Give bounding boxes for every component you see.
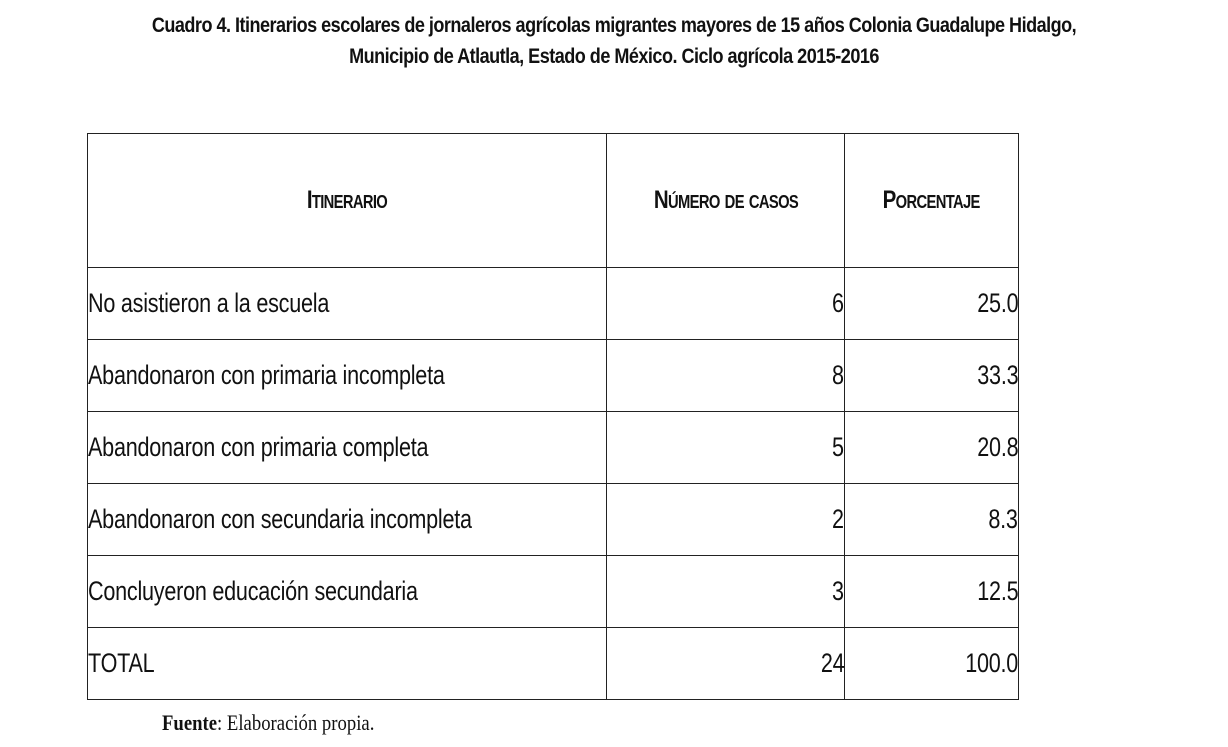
- header-porcentaje-text: Porcentaje: [883, 186, 981, 214]
- row-label: No asistieron a la escuela: [88, 288, 330, 318]
- row-porcentaje-cell: [845, 340, 1019, 412]
- row-casos: 2: [832, 504, 845, 534]
- row-casos: 3: [832, 576, 845, 606]
- row-label: Abandonaron con primaria completa: [88, 432, 429, 462]
- row-casos-cell: [606, 484, 844, 556]
- row-label: Abandonaron con primaria incompleta: [88, 360, 445, 390]
- total-label: TOTAL: [88, 648, 155, 678]
- table-row: [88, 484, 1019, 556]
- row-porcentaje-cell: [845, 556, 1019, 628]
- row-porcentaje: 33.3: [976, 360, 1018, 390]
- row-label-cell: [88, 268, 607, 340]
- row-porcentaje: 25.0: [976, 288, 1018, 318]
- total-label-cell: [88, 628, 607, 700]
- itinerarios-table: [87, 133, 1019, 700]
- source-note: [162, 710, 374, 736]
- header-row: [88, 134, 1019, 268]
- source-text: : Elaboración propia.: [217, 710, 375, 735]
- row-casos-cell: [606, 268, 844, 340]
- row-porcentaje-cell: [845, 484, 1019, 556]
- header-casos-text: Número de casos: [653, 186, 798, 214]
- row-casos: 8: [832, 360, 845, 390]
- caption-line-2: Municipio de Atlautla, Estado de México. Ciclo agrícola 2015-2016: [349, 45, 879, 68]
- table-row: [88, 412, 1019, 484]
- header-casos: [606, 134, 844, 268]
- row-label: Concluyeron educación secundaria: [88, 576, 418, 606]
- row-porcentaje-cell: [845, 412, 1019, 484]
- row-casos: 6: [832, 288, 845, 318]
- total-porcentaje: 100.0: [965, 648, 1018, 678]
- row-porcentaje-cell: [845, 268, 1019, 340]
- total-casos: 24: [820, 648, 845, 678]
- caption-line-1: Cuadro 4. Itinerarios escolares de jornaleros agrícolas migrantes mayores de 15 años Colonia Guadalupe Hidalgo,: [151, 14, 1077, 37]
- row-label: Abandonaron con secundaria incompleta: [88, 504, 472, 534]
- row-casos-cell: [606, 412, 844, 484]
- table-row: [88, 268, 1019, 340]
- row-casos: 5: [832, 432, 845, 462]
- table-row: [88, 556, 1019, 628]
- row-porcentaje: 20.8: [976, 432, 1018, 462]
- row-casos-cell: [606, 556, 844, 628]
- header-porcentaje: [845, 134, 1019, 268]
- total-porcentaje-cell: [845, 628, 1019, 700]
- row-porcentaje: 8.3: [988, 504, 1018, 534]
- source-label: Fuente: [162, 710, 218, 735]
- table-row: [88, 340, 1019, 412]
- row-label-cell: [88, 412, 607, 484]
- header-itinerario-text: Itinerario: [306, 186, 388, 214]
- table-caption: [86, 10, 1142, 72]
- row-label-cell: [88, 484, 607, 556]
- header-itinerario: [88, 134, 607, 268]
- row-casos-cell: [606, 340, 844, 412]
- total-casos-cell: [606, 628, 844, 700]
- row-label-cell: [88, 556, 607, 628]
- row-porcentaje: 12.5: [976, 576, 1018, 606]
- row-label-cell: [88, 340, 607, 412]
- table-total-row: [88, 628, 1019, 700]
